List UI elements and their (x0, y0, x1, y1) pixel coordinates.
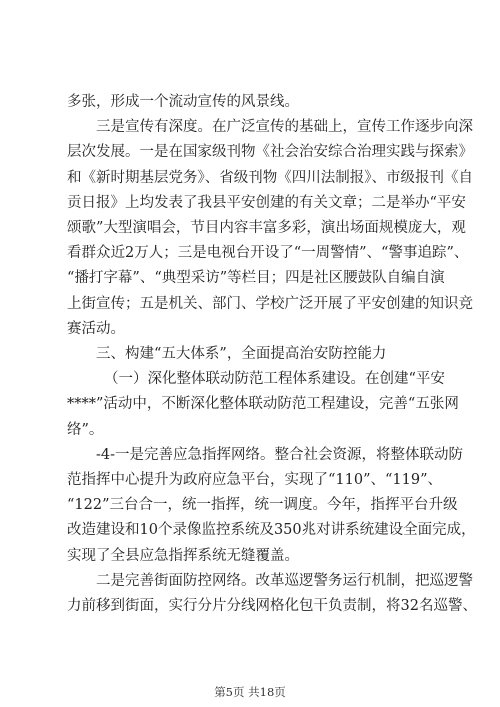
text-line: -4-一是完善应急指挥网络。整合社会资源，将整体联动防 (96, 446, 464, 463)
text-line: 力前移到街面，实行分片分线网格化包干负责制，将32名巡警、 (67, 598, 477, 615)
section-heading: 三、构建“五大体系”，全面提高治安防控能力 (96, 346, 387, 363)
document-body (67, 90, 477, 619)
text-line: 多张，形成一个流动宣传的风景线。 (67, 94, 299, 110)
text-line: ****”活动中，不断深化整体联动防范工程建设，完善“五张网 (67, 396, 459, 413)
text-line: 看群众近2万人；三是电视台开设了“一周警情”、“警事追踪”、 (67, 245, 469, 262)
text-line: 实现了全县应急指挥系统无缝覆盖。 (67, 547, 299, 564)
page-number-footer: 第5页 共18页 (214, 685, 286, 699)
text-line: “播打字幕”、“典型采访”等栏目；四是社区腰鼓队自编自演 (67, 270, 445, 287)
subsection-heading: （一）深化整体联动防范工程体系建设。在创建“平安 (104, 371, 445, 388)
text-line: 赛活动。 (67, 320, 125, 337)
text-line: 颂歌”大型演唱会，节目内容丰富多彩，演出场面规模庞大，观 (67, 220, 466, 237)
text-line: 三是宣传有深度。在广泛宣传的基础上，宣传工作逐步向深 (96, 119, 473, 136)
text-line: 贡日报》上均发表了我县平安创建的有关文章；二是举办“平安 (67, 194, 466, 211)
text-line: 上街宣传；五是机关、部门、学校广泛开展了平安创建的知识竞 (67, 295, 473, 312)
text-line: 二是完善街面防控网络。改革巡逻警务运行机制，把巡逻警 (96, 572, 473, 589)
text-line: 范指挥中心提升为政府应急平台，实现了“110”、“119”、 (67, 472, 443, 489)
text-line: “122”三台合一，统一指挥，统一调度。今年，指挥平台升级 (67, 497, 458, 514)
text-line: 层次发展。一是在国家级刊物《社会治安综合治理实践与探索》 (67, 144, 473, 161)
text-line: 和《新时期基层党务》、省级刊物《四川法制报》、市级报刊《自 (67, 169, 473, 186)
text-line: 改造建设和10个录像监控系统及350兆对讲系统建设全面完成， (67, 522, 476, 539)
text-line: 络”。 (67, 421, 104, 438)
